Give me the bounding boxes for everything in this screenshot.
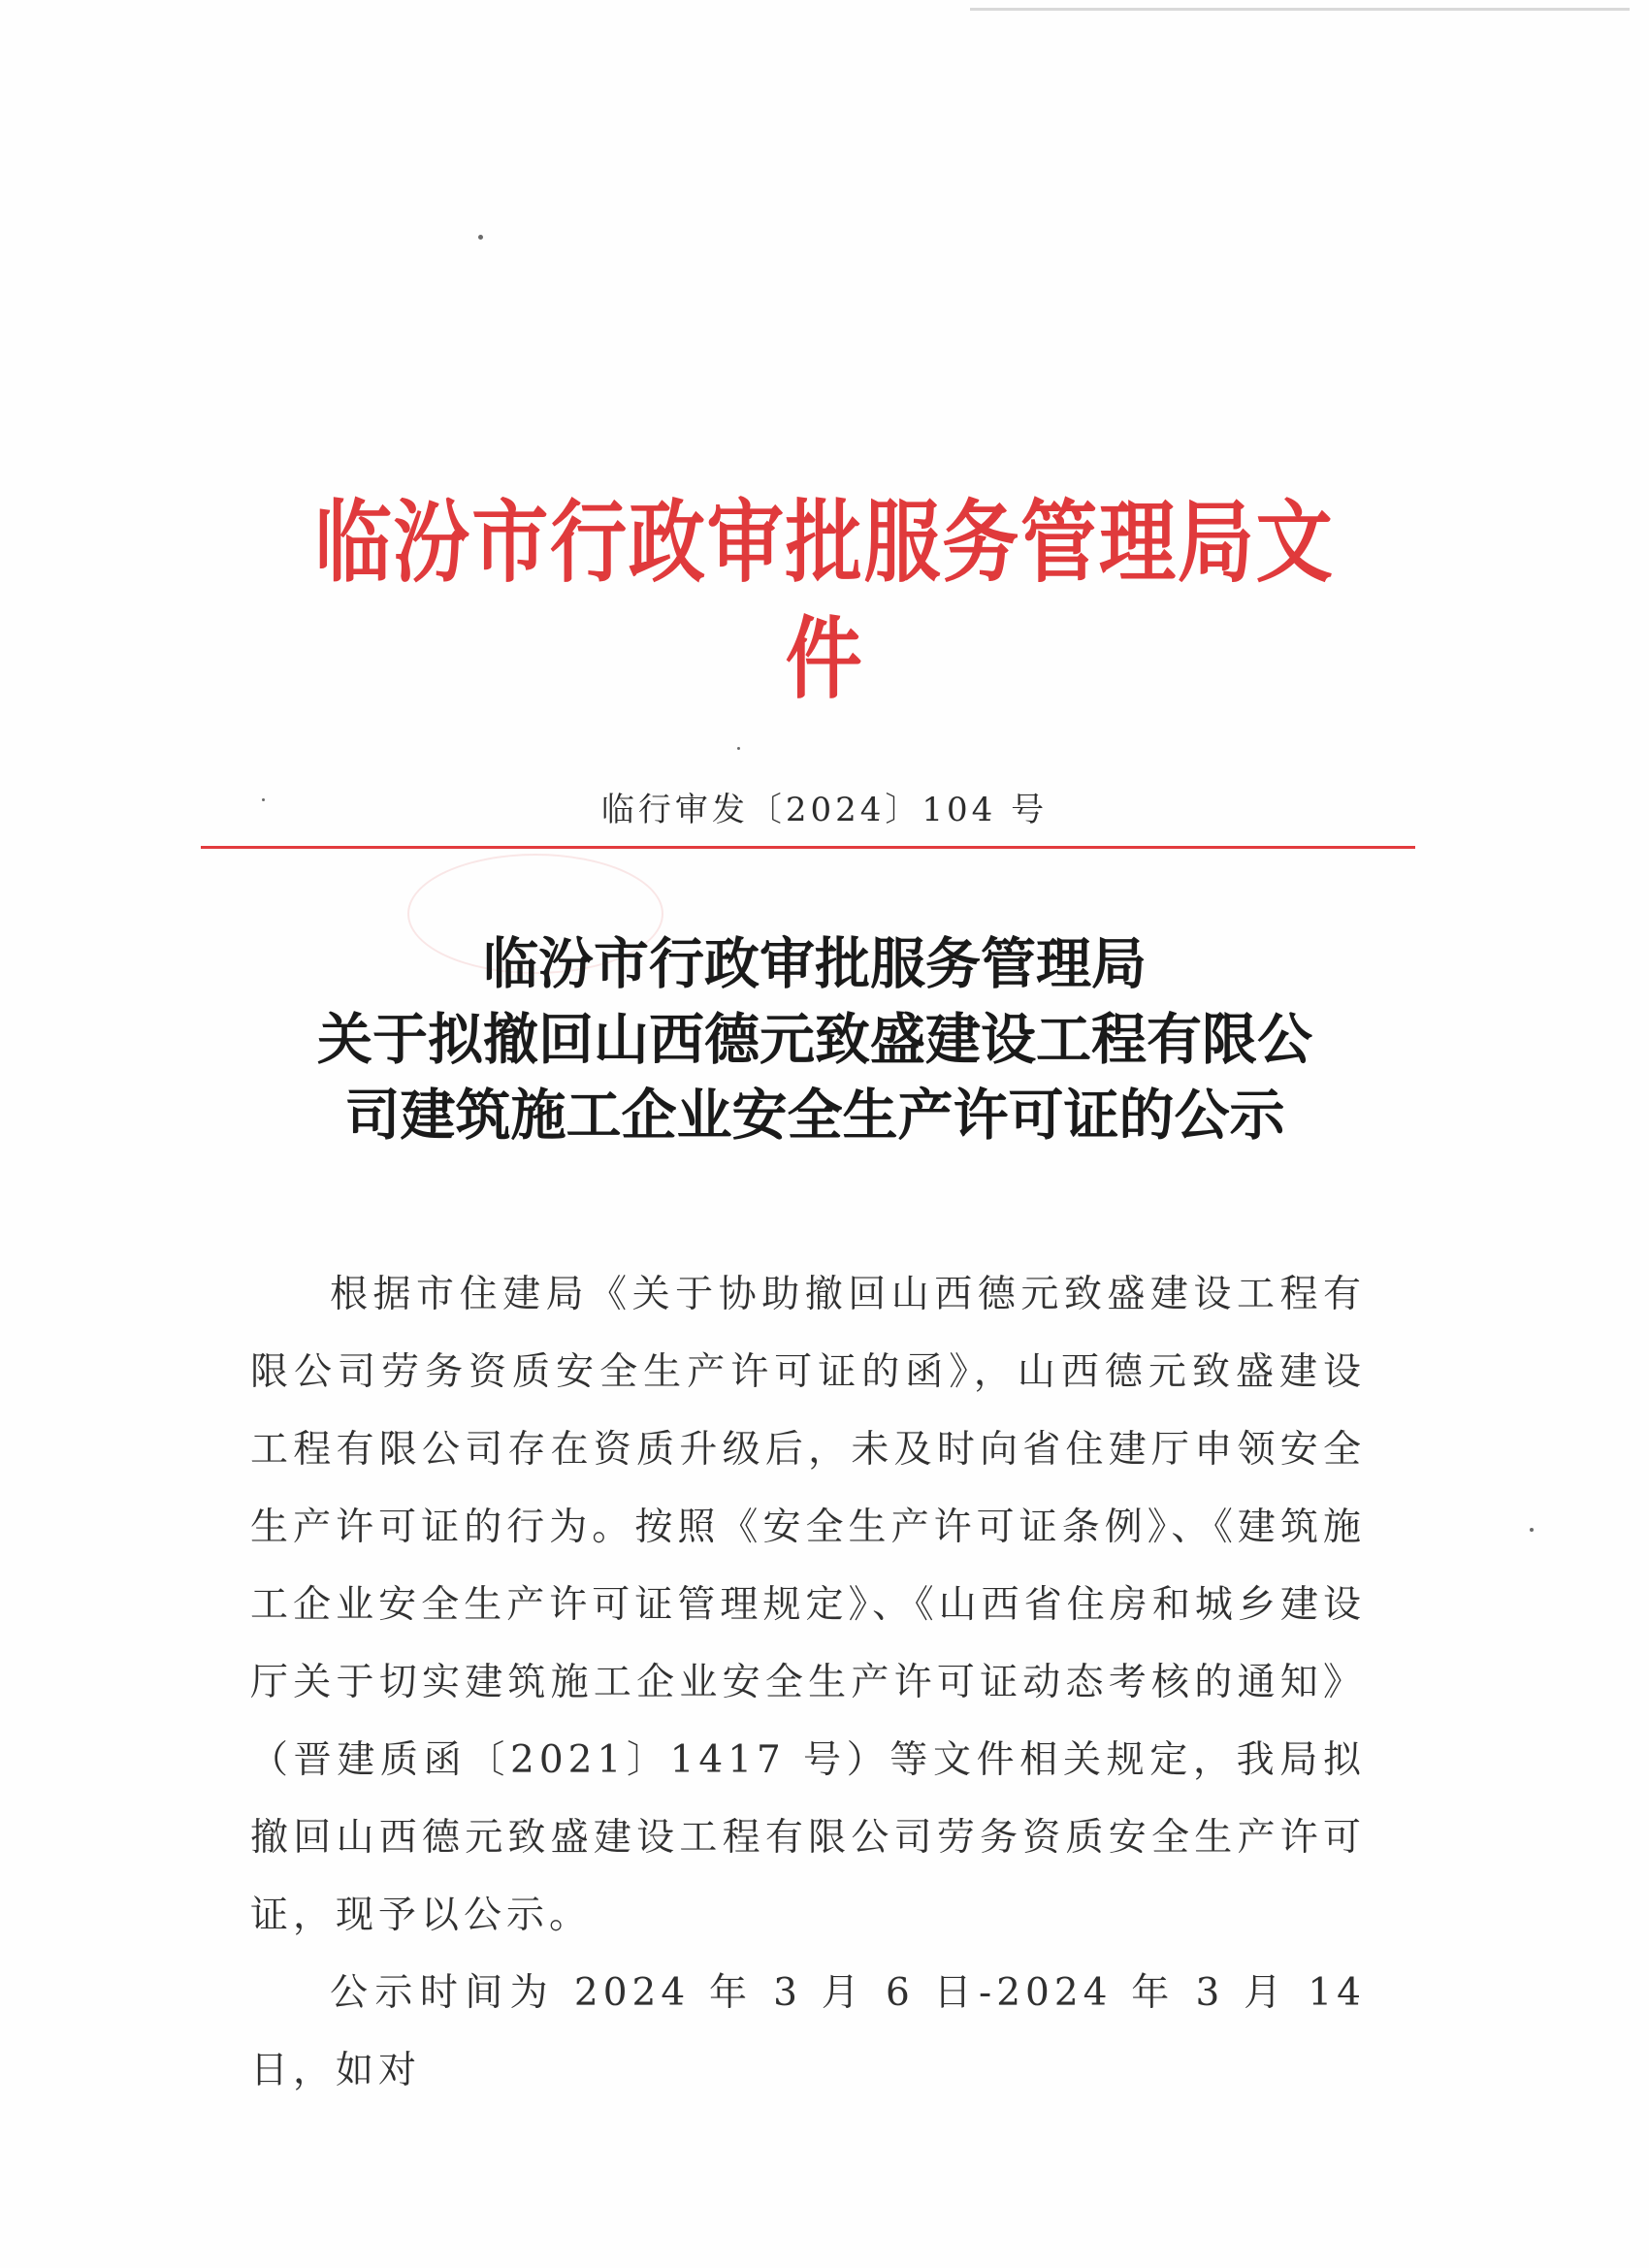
body-paragraph: 公示时间为 2024 年 3 月 6 日-2024 年 3 月 14 日，如对 xyxy=(250,1971,1366,2092)
notice-title-line: 关于拟撤回山西德元致盛建设工程有限公 xyxy=(317,1007,1312,1072)
notice-title-line: 临汾市行政审批服务管理局 xyxy=(483,931,1147,996)
notice-title xyxy=(223,926,1406,1153)
scan-speck xyxy=(262,798,265,801)
scan-speck xyxy=(478,235,483,240)
scan-edge-line xyxy=(970,8,1630,11)
scan-speck xyxy=(1530,1528,1534,1532)
masthead-title: 临汾市行政审批服务管理局文件 xyxy=(314,491,1335,711)
notice-body xyxy=(250,1256,1366,2110)
document-number: 临行审发〔2024〕104 号 xyxy=(600,791,1049,829)
red-divider-line xyxy=(201,846,1415,849)
body-paragraph: 根据市住建局《关于协助撤回山西德元致盛建设工程有限公司劳务资质安全生产许可证的函》，山西德元致盛建设工程有限公司存在资质升级后，未及时向省住建厅申领安全生产许可证的行为。按照《安全生产许可证条例》、《建筑施工企业安全生产许可证管理规定》、《山西省住房和城乡建设厅关于切实建筑施工企业安全生产许可证动态考核的通知》（晋建质函〔2021〕1417 号）等文件相关规定，我局拟撤回山西德元致盛建设工程有限公司劳务资质安全生产许可证，现予以公示。 xyxy=(250,1273,1366,1937)
notice-title-line: 司建筑施工企业安全生产许可证的公示 xyxy=(344,1083,1285,1148)
scan-speck xyxy=(737,747,740,750)
